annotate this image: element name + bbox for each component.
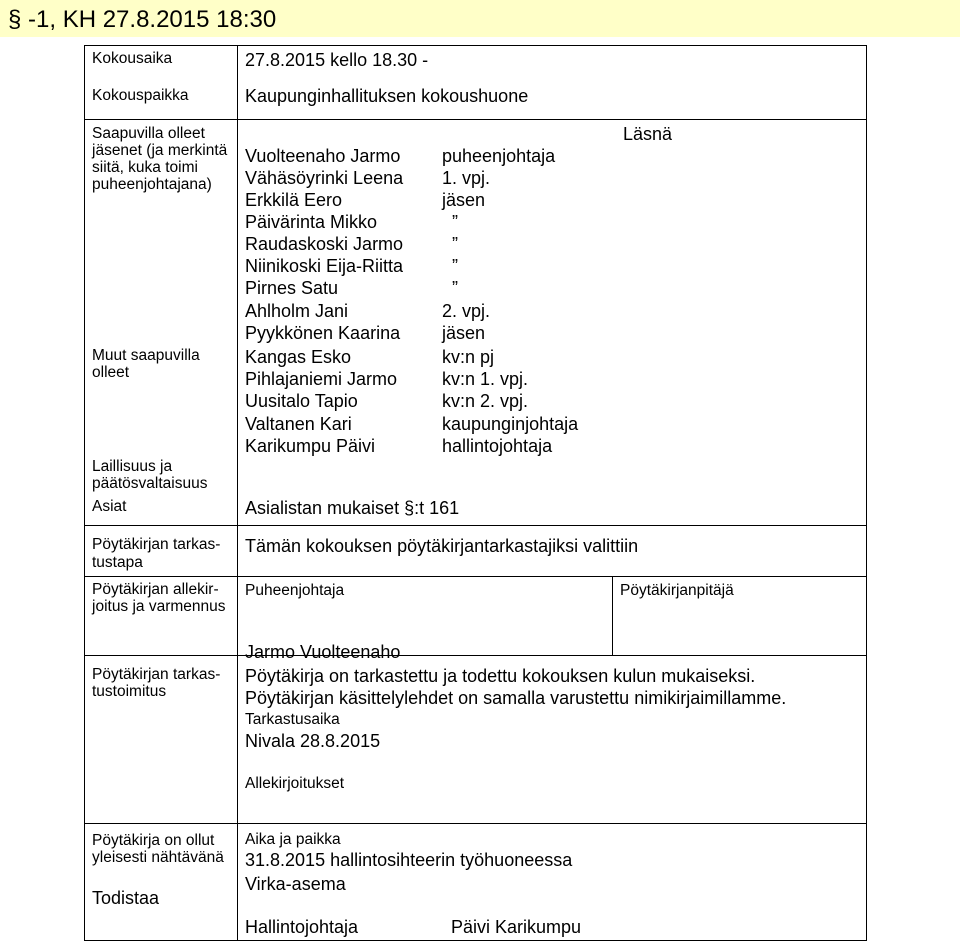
review-method-value: Tämän kokouksen pöytäkirjantarkastajiksi valittiin bbox=[245, 536, 639, 556]
agenda-label: Asiat bbox=[92, 498, 127, 515]
member-role: puheenjohtaja bbox=[442, 146, 556, 166]
row-divider-signature bbox=[84, 576, 867, 577]
table-top-border bbox=[84, 45, 867, 46]
other-role: hallintojohtaja bbox=[442, 436, 553, 456]
row-divider-attendance bbox=[84, 119, 867, 120]
table-right-border bbox=[866, 45, 867, 940]
header-bar bbox=[0, 0, 960, 37]
member-role: ” bbox=[452, 212, 458, 232]
present-header: Läsnä bbox=[623, 124, 673, 144]
member-role: 1. vpj. bbox=[442, 168, 491, 188]
member-name: Raudaskoski Jarmo bbox=[245, 234, 404, 254]
other-role: kv:n pj bbox=[442, 347, 495, 367]
member-name: Pyykkönen Kaarina bbox=[245, 323, 401, 343]
meeting-place-value: Kaupunginhallituksen kokoushuone bbox=[245, 86, 529, 106]
review-time-value: Nivala 28.8.2015 bbox=[245, 731, 381, 751]
member-name: Ahlholm Jani bbox=[245, 301, 349, 321]
member-name: Vuolteenaho Jarmo bbox=[245, 146, 401, 166]
signature-column-divider bbox=[612, 576, 613, 655]
signatures-label: Allekirjoitukset bbox=[245, 775, 345, 792]
member-role: jäsen bbox=[442, 323, 486, 343]
member-name: Pirnes Satu bbox=[245, 278, 339, 298]
other-name: Kangas Esko bbox=[245, 347, 352, 367]
page-title: § -1, KH 27.8.2015 18:30 bbox=[8, 6, 277, 33]
row-divider-public bbox=[84, 823, 867, 824]
other-role: kaupunginjohtaja bbox=[442, 414, 579, 434]
meeting-time-label: Kokousaika bbox=[92, 50, 173, 67]
other-name: Karikumpu Päivi bbox=[245, 436, 376, 456]
member-name: Niinikoski Eija-Riitta bbox=[245, 256, 404, 276]
other-name: Valtanen Kari bbox=[245, 414, 352, 434]
meeting-time-value: 27.8.2015 kello 18.30 - bbox=[245, 50, 429, 70]
secretary-label: Pöytäkirjanpitäjä bbox=[620, 582, 734, 599]
member-role: ” bbox=[452, 234, 458, 254]
member-name: Erkkilä Eero bbox=[245, 190, 343, 210]
member-name: Vähäsöyrinki Leena bbox=[245, 168, 404, 188]
column-divider bbox=[237, 45, 238, 940]
review-time-label: Tarkastusaika bbox=[245, 711, 340, 728]
other-role: kv:n 1. vpj. bbox=[442, 369, 529, 389]
person-name: Päivi Karikumpu bbox=[451, 917, 582, 937]
chair-name: Jarmo Vuolteenaho bbox=[245, 642, 401, 662]
place-time-label: Aika ja paikka bbox=[245, 831, 341, 848]
review-done-text-2: Pöytäkirjan käsittelylehdet on samalla varustettu nimikirjaimillamme. bbox=[245, 688, 787, 708]
member-role: 2. vpj. bbox=[442, 301, 491, 321]
member-role: ” bbox=[452, 278, 458, 298]
other-name: Uusitalo Tapio bbox=[245, 391, 358, 411]
other-role: kv:n 2. vpj. bbox=[442, 391, 529, 411]
table-left-border bbox=[84, 45, 85, 940]
other-name: Pihlajaniemi Jarmo bbox=[245, 369, 398, 389]
position-value: Hallintojohtaja bbox=[245, 917, 359, 937]
agenda-value: Asialistan mukaiset §:t 161 bbox=[245, 498, 460, 518]
meeting-place-label: Kokouspaikka bbox=[92, 87, 189, 104]
member-name: Päivärinta Mikko bbox=[245, 212, 378, 232]
position-label: Virka-asema bbox=[245, 874, 346, 894]
row-divider-review-done bbox=[84, 655, 867, 656]
chair-label: Puheenjohtaja bbox=[245, 582, 345, 599]
member-role: ” bbox=[452, 256, 458, 276]
row-divider-review-method bbox=[84, 525, 867, 526]
member-role: jäsen bbox=[442, 190, 486, 210]
review-done-text-1: Pöytäkirja on tarkastettu ja todettu kokouksen kulun mukaiseksi. bbox=[245, 666, 756, 686]
place-time-value: 31.8.2015 hallintosihteerin työhuoneessa bbox=[245, 850, 573, 870]
certify-label: Todistaa bbox=[92, 888, 160, 908]
